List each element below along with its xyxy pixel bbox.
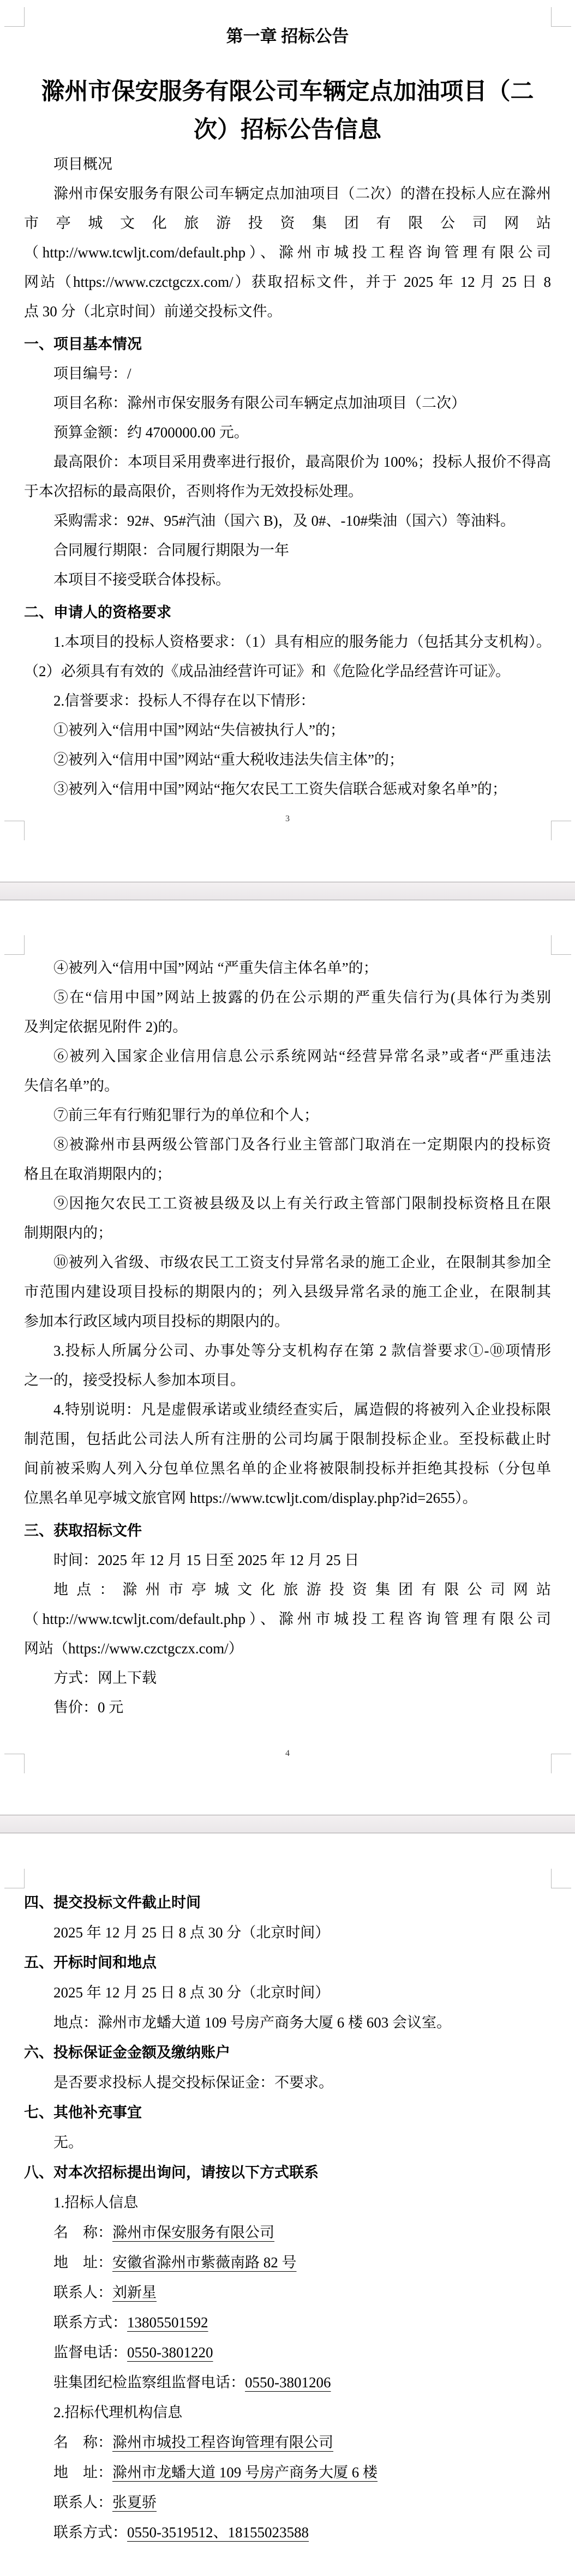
field-label: 监督电话： — [53, 2344, 127, 2361]
underlined-value: 安徽省滁州市紫薇南路 82 号 — [112, 2254, 297, 2271]
text-line: ⑤在“信用中国”网站上披露的仍在公示期的严重失信行为(具体行为类别 — [53, 989, 551, 1006]
text-line: 于本次招标的最高限价，否则将作为无效投标处理。 — [24, 483, 363, 499]
text-line: 及判定依据见附件 2)的。 — [24, 1019, 188, 1035]
text-line: 方式：网上下载 — [53, 1670, 157, 1686]
page-separator — [0, 1815, 575, 1833]
margin-corner-mark — [551, 1869, 571, 1888]
text-line: 2.招标代理机构信息 — [53, 2404, 183, 2421]
underlined-value: 0550-3801220 — [127, 2344, 213, 2361]
text-line: 点 30 分（北京时间）前递交投标文件。 — [24, 303, 282, 320]
page-number: 3 — [285, 814, 290, 823]
text-line: 位黑名单见亭城文旅官网 https://www.tcwljt.com/display.php?id=2655）。 — [24, 1490, 477, 1506]
text-line: 地点：滁州市亭城文化旅游投资集团有限公司网站 — [53, 1581, 551, 1598]
margin-corner-mark — [551, 935, 571, 955]
text-line — [24, 2218, 551, 2248]
section-heading: 四、提交投标文件截止时间 — [24, 1894, 201, 1911]
section-heading: 八、对本次招标提出询问，请按以下方式联系 — [24, 2164, 319, 2181]
margin-corner-mark — [551, 7, 571, 27]
page-5-content — [24, 1888, 551, 2548]
underlined-value: 滁州市保安服务有限公司 — [112, 2224, 274, 2241]
underlined-value: 13805501592 — [127, 2314, 208, 2331]
text-line: ⑨因拖欠农民工工资被县级及以上有关行政主管部门限制投标资格且在限 — [53, 1195, 551, 1212]
text-line: 制范围，包括此公司法人所有注册的公司均属于限制投标企业。至投标截止时 — [24, 1431, 551, 1447]
chapter-heading: 第一章 招标公告 — [226, 27, 349, 46]
underlined-value: 0550-3801206 — [245, 2374, 331, 2391]
text-line — [24, 2368, 551, 2398]
text-line: 3.投标人所属分公司、办事处等分支机构存在第 2 款信誉要求①-⑩项情形 — [53, 1343, 551, 1359]
text-line: 本项目不接受联合体投标。 — [53, 571, 230, 588]
text-line: 4.特别说明：凡是虚假承诺或业绩经查实后，属造假的将被列入企业投标限 — [53, 1401, 551, 1418]
page-separator — [0, 882, 575, 900]
section-heading: 六、投标保证金金额及缴纳账户 — [24, 2044, 230, 2061]
section-heading: 三、获取招标文件 — [24, 1522, 142, 1539]
text-line: 滁州市保安服务有限公司车辆定点加油项目（二次）的潜在投标人应在滁州 — [53, 185, 551, 202]
text-line: （2）必须具有有效的《成品油经营许可证》和《危险化学品经营许可证》。 — [24, 663, 510, 679]
text-line: ②被列入“信用中国”网站“重大税收违法失信主体”的； — [53, 751, 404, 768]
text-line: 参加本行政区域内项目投标的期限内的。 — [24, 1313, 289, 1329]
text-line: 1.本项目的投标人资格要求：（1）具有相应的服务能力（包括其分支机构）。 — [53, 634, 551, 650]
field-label: 地 址： — [53, 2254, 112, 2271]
field-label: 联系方式： — [53, 2524, 127, 2541]
text-line: 地点：滁州市龙蟠大道 109 号房产商务大厦 6 楼 603 会议室。 — [53, 2014, 451, 2031]
field-label: 名 称： — [53, 2434, 112, 2451]
text-line: 2025 年 12 月 25 日 8 点 30 分（北京时间） — [53, 1924, 330, 1941]
text-line: 最高限价：本项目采用费率进行报价，最高限价为 100%；投标人报价不得高 — [53, 454, 551, 470]
underlined-value: 滁州市龙蟠大道 109 号房产商务大厦 6 楼 — [112, 2464, 378, 2481]
document-title: 滁州市保安服务有限公司车辆定点加油项目（二次）招标公告信息 — [41, 79, 534, 143]
text-line: 市亭城文化旅游投资集团有限公司网站 — [24, 215, 551, 231]
text-line — [24, 2308, 551, 2338]
text-line: 售价：0 元 — [53, 1699, 124, 1716]
text-line — [24, 2248, 551, 2278]
text-line: 制期限内的； — [24, 1225, 112, 1241]
text-line: 2.信誉要求：投标人不得存在以下情形： — [53, 693, 315, 709]
underlined-value: 滁州市城投工程咨询管理有限公司 — [112, 2434, 333, 2451]
field-label: 联系人： — [53, 2284, 112, 2301]
text-line: （http://www.tcwljt.com/default.php）、滁州市城投工程咨询管理有限公司 — [24, 244, 551, 261]
section-heading: 五、开标时间和地点 — [24, 1954, 157, 1971]
text-line: 无。 — [53, 2134, 83, 2151]
underlined-value: 刘新星 — [112, 2284, 157, 2301]
text-line: 网站（https://www.czctgczx.com/）获取招标文件，并于 2025 年 12 月 25 日 8 — [24, 274, 551, 290]
text-line: 预算金额：约 4700000.00 元。 — [53, 424, 249, 441]
text-line: 项目概况 — [53, 156, 112, 172]
page-3-content — [24, 22, 551, 804]
text-line: 之一的，接受投标人参加本项目。 — [24, 1372, 245, 1388]
text-line — [24, 2338, 551, 2368]
field-label: 驻集团纪检监察组监督电话： — [53, 2374, 245, 2391]
text-line: （http://www.tcwljt.com/default.php）、滁州市城投工程咨询管理有限公司 — [24, 1611, 551, 1627]
text-line: ⑦前三年有行贿犯罪行为的单位和个人； — [53, 1107, 319, 1123]
text-line — [24, 2278, 551, 2308]
field-label: 联系方式： — [53, 2314, 127, 2331]
text-line: 间前被采购人列入分包单位黑名单的企业将被限制投标并拒绝其投标（分包单 — [24, 1460, 551, 1477]
margin-corner-mark — [4, 1869, 25, 1888]
text-line: ⑩被列入省级、市级农民工工资支付异常名录的施工企业，在限制其参加全 — [53, 1254, 551, 1271]
text-line: 市范围内建设项目投标的期限内的；列入县级异常名录的施工企业，在限制其 — [24, 1284, 551, 1300]
text-line: 网站（https://www.czctgczx.com/） — [24, 1640, 243, 1657]
section-heading: 七、其他补充事宜 — [24, 2104, 142, 2121]
text-line: ①被列入“信用中国”网站“失信被执行人”的； — [53, 722, 345, 738]
text-line: 合同履行期限：合同履行期限为一年 — [53, 542, 289, 558]
text-line: 采购需求：92#、95#汽油（国六 B)，及 0#、-10#柴油（国六）等油料。 — [53, 513, 515, 529]
text-line: ④被列入“信用中国”网站 “严重失信主体名单”的； — [53, 960, 378, 976]
text-line: 格且在取消期限内的； — [24, 1166, 171, 1182]
text-line: 2025 年 12 月 25 日 8 点 30 分（北京时间） — [53, 1984, 330, 2001]
text-line: ③被列入“信用中国”网站“拖欠农民工工资失信联合惩戒对象名单”的； — [53, 781, 507, 797]
text-line — [24, 2488, 551, 2518]
text-line — [24, 2458, 551, 2488]
section-heading: 二、申请人的资格要求 — [24, 604, 171, 621]
page-4-content — [24, 953, 551, 1722]
underlined-value: 张夏骄 — [112, 2494, 157, 2511]
text-line: 项目编号：/ — [53, 365, 131, 382]
field-label: 名 称： — [53, 2224, 112, 2241]
section-heading: 一、项目基本情况 — [24, 336, 142, 352]
field-label: 地 址： — [53, 2464, 112, 2481]
margin-corner-mark — [4, 7, 25, 27]
text-line: 时间：2025 年 12 月 15 日至 2025 年 12 月 25 日 — [53, 1552, 360, 1568]
text-line — [24, 2428, 551, 2458]
text-line: ⑥被列入国家企业信用信息公示系统网站“经营异常名录”或者“严重违法 — [53, 1048, 551, 1064]
field-label: 联系人： — [53, 2494, 112, 2511]
margin-corner-mark — [4, 935, 25, 955]
underlined-value: 0550-3519512、18155023588 — [127, 2524, 309, 2541]
text-line: ⑧被滁州市县两级公管部门及各行业主管部门取消在一定期限内的投标资 — [53, 1136, 551, 1153]
page-number: 4 — [285, 1749, 290, 1758]
text-line: 项目名称：滁州市保安服务有限公司车辆定点加油项目（二次） — [53, 395, 466, 411]
text-line: 是否要求投标人提交投标保证金：不要求。 — [53, 2074, 333, 2091]
text-line: 失信名单”的。 — [24, 1078, 119, 1094]
text-line: 1.招标人信息 — [53, 2194, 139, 2211]
text-line — [24, 2518, 551, 2548]
